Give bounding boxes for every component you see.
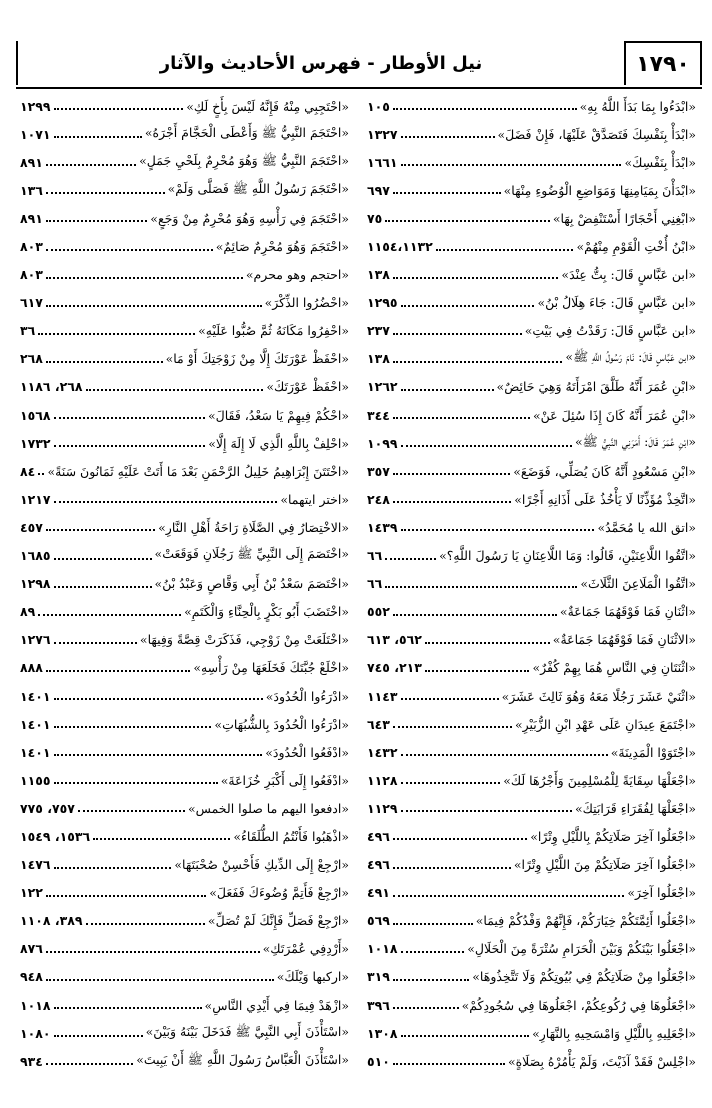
hadith-text: «احْتَجَمَ فِي رَأْسِهِ وَهُوَ مُحْرِمٌ مِنْ وَجَعٍ» xyxy=(150,210,349,226)
index-entry xyxy=(359,935,700,963)
index-entry xyxy=(18,429,359,457)
page-reference: ١٣٦ xyxy=(20,182,43,198)
dot-leader xyxy=(393,192,501,194)
dot-leader xyxy=(401,136,495,138)
index-entry xyxy=(359,907,700,935)
index-entry xyxy=(18,345,359,373)
dot-leader xyxy=(38,473,44,475)
page-reference: ٣١٩ xyxy=(367,969,390,985)
page-reference: ١١٥٤،١١٣٢ xyxy=(367,239,433,255)
page-reference: ٤٩٦ xyxy=(367,828,390,844)
page-reference: ١٠٩٩ xyxy=(367,435,398,451)
page-reference: ٢٤٨ xyxy=(367,491,390,507)
index-entry xyxy=(18,991,359,1019)
hadith-text: «اخْلَعْ جُبَّتَكَ فَخَلَعَهَا مِنْ رَأْسِهِ» xyxy=(193,660,349,676)
page-reference: ١٠٧١ xyxy=(20,126,51,142)
page-reference: ١٤٣٢ xyxy=(367,744,398,760)
dot-leader xyxy=(393,108,577,110)
dot-leader xyxy=(425,670,530,672)
index-entry xyxy=(359,289,700,317)
hadith-text: «ابْدَأْ بِنَفْسِكَ» xyxy=(624,154,696,170)
page-reference: ١١٢٩ xyxy=(367,800,398,816)
dot-leader xyxy=(46,164,136,166)
index-entry xyxy=(18,401,359,429)
index-entry xyxy=(359,92,700,120)
index-entry xyxy=(359,879,700,907)
hadith-text: «احْتَجِبِي مِنْهُ فَإِنَّهُ لَيْسَ بِأَخٍ لَكِ» xyxy=(186,98,349,114)
index-entry xyxy=(18,879,359,907)
hadith-text: «احْتَجَمَ النَّبِيُّ ﷺ وَأَعْطَى الْحَجَّامَ أَجْرَهُ» xyxy=(144,124,349,140)
page-reference: ٦٤٣ xyxy=(367,716,390,732)
dot-leader xyxy=(54,108,184,110)
hadith-text: «اتَّقُوا الْمَلَاعِنَ الثَّلَاثَ» xyxy=(580,576,696,592)
dot-leader xyxy=(401,529,595,531)
dot-leader xyxy=(425,642,550,644)
dot-leader xyxy=(46,895,206,897)
index-entry xyxy=(18,176,359,204)
index-entry xyxy=(18,766,359,794)
index-entry xyxy=(359,654,700,682)
hadith-text: «ابْدَأْ بِنَفْسِكَ فَتَصَدَّقْ عَلَيْهَا، فَإِنْ فَضَلَ» xyxy=(497,126,696,142)
dot-leader xyxy=(93,838,230,840)
index-entry xyxy=(359,1047,700,1075)
index-entry xyxy=(18,907,359,935)
page-reference: ٧٥ xyxy=(367,210,383,226)
page-title: نيل الأوطار - فهرس الأحاديث والآثار xyxy=(16,41,624,85)
dot-leader xyxy=(401,951,465,953)
page-reference: ١٤٠١ xyxy=(20,716,51,732)
index-entry xyxy=(18,822,359,850)
hadith-text: «اتَّخِذْ مُؤَذِّنًا لَا يَأْخُذُ عَلَى أَذَانِهِ أَجْرًا» xyxy=(514,491,696,507)
index-entry xyxy=(359,542,700,570)
hadith-text: «الاثْنَانِ فَمَا فَوْقَهُمَا جَمَاعَةٌ» xyxy=(552,632,696,648)
page-reference: ١٠٨٠ xyxy=(20,1025,51,1041)
index-entry xyxy=(18,963,359,991)
hadith-text: «ادْفَعُوا الْحُدُودَ» xyxy=(265,744,349,760)
hadith-text: «ابن عَبَّاسٍ قَالَ: نَامَ رَسُولُ اللَّهِ ﷺ» xyxy=(565,349,696,365)
page-reference: ٨٩ xyxy=(20,604,36,620)
page-reference: ٢٣٧ xyxy=(367,323,390,339)
index-entry xyxy=(359,626,700,654)
dot-leader xyxy=(38,614,181,616)
page-reference: ٩٣٤ xyxy=(20,1053,43,1069)
index-entry xyxy=(18,935,359,963)
dot-leader xyxy=(46,277,243,279)
index-entry xyxy=(359,794,700,822)
hadith-text: «اتق الله يا مُحَمَّدُ» xyxy=(597,519,696,535)
hadith-text: «اجْتَمَعَ عِيدَانِ عَلَى عَهْدِ ابْنِ الزُّبَيْرِ» xyxy=(514,716,696,732)
dot-leader xyxy=(54,867,172,869)
page-reference: ١٠١٨ xyxy=(367,941,398,957)
dot-leader xyxy=(54,501,278,503)
hadith-text: «ادْرَءُوا الْحُدُودَ بِالشُّبُهَاتِ» xyxy=(214,716,349,732)
page-reference: ١٢١٧ xyxy=(20,491,51,507)
index-entry xyxy=(18,542,359,570)
dot-leader xyxy=(46,249,213,251)
index-entry xyxy=(359,851,700,879)
index-entry xyxy=(359,513,700,541)
page-reference: ٢١٣، ٧٤٥ xyxy=(367,660,422,676)
index-entry xyxy=(18,1047,359,1075)
hadith-text: «اجْعَلْهَا لِفُقَرَاءِ قَرَابَتِكَ» xyxy=(574,800,696,816)
hadith-text: «اجْعَلِيهِ بِاللَّيْلِ وَامْسَحِيهِ بِالنَّهَارِ» xyxy=(532,1025,696,1041)
hadith-text: «احْفِرُوا مَكَانَهُ ثُمَّ صُبُّوا عَلَيْهِ» xyxy=(198,323,349,339)
index-entry xyxy=(18,682,359,710)
dot-leader xyxy=(54,417,205,419)
index-entry xyxy=(18,261,359,289)
page-reference: ١٠٥ xyxy=(367,98,390,114)
page-reference: ٥١٠ xyxy=(367,1053,390,1069)
dot-leader xyxy=(393,417,530,419)
dot-leader xyxy=(393,1007,459,1009)
index-entry xyxy=(359,598,700,626)
hadith-text: «ابن عَبَّاسٍ قَالَ: بِتُّ عِنْدَ» xyxy=(561,267,696,283)
index-entry xyxy=(359,1019,700,1047)
page-reference: ١١٥٥ xyxy=(20,772,51,788)
hadith-text: «ادْفَعُوا إِلَى أَكْبَرِ خُزَاعَةَ» xyxy=(220,772,349,788)
dot-leader xyxy=(38,333,195,335)
page-reference: ١٢٦٢ xyxy=(367,379,398,395)
hadith-text: «اسْتَأْذَنَ الْعَبَّاسُ رَسُولَ اللَّهِ ﷺ أَنْ يَبِيتَ» xyxy=(136,1051,349,1067)
page-reference: ١٢٢ xyxy=(20,885,43,901)
hadith-text: «ادْرَءُوا الْحُدُودَ» xyxy=(265,688,349,704)
page-reference: ١٣٠٨ xyxy=(367,1025,398,1041)
hadith-text: «ارْجِعْ فَصَلِّ فَإِنَّكَ لَمْ تُصَلِّ» xyxy=(207,913,349,929)
hadith-text: «اخْتَصَمَ إِلَى النَّبِيِّ ﷺ رَجُلَانِ فَوَقَعَتْ» xyxy=(154,546,349,562)
hadith-text: «ازْهَدْ فِيمَا فِي أَيْدِي النَّاسِ» xyxy=(204,997,349,1013)
dot-leader xyxy=(46,361,163,363)
dot-leader xyxy=(393,501,511,503)
page-reference: ١٣٢٧ xyxy=(367,126,398,142)
hadith-text: «احْفَظْ عَوْرَتَكَ إِلَّا مِنْ زَوْجَتِكَ أَوْ مَا» xyxy=(165,351,349,367)
dot-leader xyxy=(393,277,559,279)
hadith-text: «اجْعَلُوهَا فِي رُكُوعِكُمْ، اجْعَلُوهَا فِي سُجُودِكُمْ» xyxy=(461,997,696,1013)
index-entry xyxy=(18,457,359,485)
page-reference: ١٢٩٩ xyxy=(20,98,51,114)
index-entry xyxy=(18,1019,359,1047)
index-entry xyxy=(359,822,700,850)
dot-leader xyxy=(401,445,572,447)
hadith-text: «اجْعَلُوا أَئِمَّتَكُمْ خِيَارَكُمْ، فَإِنَّهُمْ وَفْدُكُمْ فِيمَا» xyxy=(475,913,696,929)
hadith-text: «الاخْتِصَارُ فِي الصَّلَاةِ رَاحَةُ أَهْلِ النَّارِ» xyxy=(158,519,349,535)
dot-leader xyxy=(401,698,499,700)
index-entry xyxy=(18,289,359,317)
page-reference: ١١٢٨ xyxy=(367,772,398,788)
index-entry xyxy=(359,176,700,204)
dot-leader xyxy=(393,473,510,475)
page-reference: ١١٤٣ xyxy=(367,688,398,704)
index-entry xyxy=(359,963,700,991)
dot-leader xyxy=(46,192,165,194)
dot-leader xyxy=(54,558,152,560)
hadith-text: «اخْتَلَعَتْ مِنْ زَوْجِي، فَذَكَرَتْ قِصَّةً وَفِيهَا» xyxy=(139,632,349,648)
hadith-text: «ابْنِ عُمَرَ أَنَّهُ طَلَّقَ امْرَأَتَهُ وَهِيَ حَائِضٌ» xyxy=(496,379,696,395)
index-entry xyxy=(18,92,359,120)
page-reference: ٦٦ xyxy=(367,548,383,564)
hadith-text: «ابْنُ أُخْتِ الْقَوْمِ مِنْهُمْ» xyxy=(576,239,696,255)
hadith-text: «اذْهَبُوا فَأَنْتُمُ الطُّلَقَاءُ» xyxy=(233,828,349,844)
page-reference: ٢٦٨ xyxy=(20,351,43,367)
dot-leader xyxy=(46,979,274,981)
dot-leader xyxy=(393,726,512,728)
dot-leader xyxy=(393,838,527,840)
index-entry xyxy=(359,710,700,738)
dot-leader xyxy=(54,586,152,588)
index-entry xyxy=(18,232,359,260)
page-reference: ٤٩٦ xyxy=(367,857,390,873)
hadith-text: «ابْنِ عُمَرَ أَنَّهُ كَانَ إِذَا سُئِلَ عَنْ» xyxy=(533,407,696,423)
hadith-text: «احْتَجَمَ رَسُولُ اللَّهِ ﷺ فَصَلَّى وَلَمْ» xyxy=(167,180,349,196)
index-entry xyxy=(359,485,700,513)
dot-leader xyxy=(401,754,608,756)
index-columns xyxy=(18,92,700,1092)
hadith-text: «ابْغِنِي أَحْجَارًا أَسْتَنْفِضْ بِهَا» xyxy=(552,210,696,226)
page-reference: ٣٨٩، ١١٠٨ xyxy=(20,913,83,929)
hadith-text: «ابن عَبَّاسٍ قَالَ: جَاءَ هِلَالُ بْنُ» xyxy=(537,295,696,311)
page-reference: ١٣٨ xyxy=(367,351,390,367)
page-reference: ١٤٣٩ xyxy=(367,519,398,535)
page-reference: ١٠١٨ xyxy=(20,997,51,1013)
dot-leader xyxy=(46,220,147,222)
dot-leader xyxy=(86,923,205,925)
index-entry xyxy=(359,401,700,429)
dot-leader xyxy=(86,389,264,391)
page-reference: ٦٩٧ xyxy=(367,182,390,198)
page-reference: ٨٩١ xyxy=(20,154,43,170)
index-entry xyxy=(359,204,700,232)
hadith-text: «اثْنَتَانِ فِي النَّاسِ هُمَا بِهِمْ كُفْرٌ» xyxy=(532,660,696,676)
page-reference: ٨٠٣ xyxy=(20,267,43,283)
dot-leader xyxy=(393,361,563,363)
dot-leader xyxy=(393,895,624,897)
dot-leader xyxy=(54,1035,143,1037)
page-reference: ١٥٦٨ xyxy=(20,407,51,423)
hadith-text: «اخْتَضَبَ أَبُو بَكْرٍ بِالْحِنَّاءِ وَالْكَتَمِ» xyxy=(184,604,349,620)
hadith-text: «احْفَظْ عَوْرَتَكَ» xyxy=(266,379,349,395)
dot-leader xyxy=(401,1035,530,1037)
page-number: ١٧٩٠ xyxy=(624,41,702,85)
page-reference: ٥٥٢ xyxy=(367,604,390,620)
index-entry xyxy=(359,570,700,598)
hadith-text: «اجْعَلُوا بَيْنَكُمْ وَبَيْنَ الْحَرَامِ سُتْرَةً مِنَ الْحَلَالِ» xyxy=(467,941,696,957)
index-entry xyxy=(359,682,700,710)
page-reference: ٩٤٨ xyxy=(20,969,43,985)
index-entry xyxy=(359,373,700,401)
page-reference: ٣٤٤ xyxy=(367,407,390,423)
dot-leader xyxy=(54,782,218,784)
index-entry xyxy=(18,598,359,626)
hadith-text: «اجْتَوَوْا الْمَدِينَةَ» xyxy=(610,744,696,760)
hadith-text: «احْتَجَمَ النَّبِيُّ ﷺ وَهُوَ مُحْرِمٌ بِلَحْيِ جَمَلٍ» xyxy=(139,152,349,168)
index-entry xyxy=(359,232,700,260)
hadith-text: «اجْعَلُوا آخِرَ صَلَاتِكُمْ مِنَ اللَّيْلِ وِتْرًا» xyxy=(513,857,696,873)
page-reference: ٤٥٧ xyxy=(20,519,43,535)
dot-leader xyxy=(54,445,206,447)
dot-leader xyxy=(385,220,550,222)
dot-leader xyxy=(393,614,557,616)
page-reference: ١٤٧٦ xyxy=(20,857,51,873)
page-reference: ٥٦٩ xyxy=(367,913,390,929)
dot-leader xyxy=(436,249,574,251)
page-reference: ١٤٠١ xyxy=(20,744,51,760)
index-entry xyxy=(18,626,359,654)
dot-leader xyxy=(54,698,263,700)
hadith-text: «اركبها وَيْلَكَ» xyxy=(276,969,349,985)
index-entry xyxy=(359,457,700,485)
dot-leader xyxy=(393,979,469,981)
page-reference: ١٦٦١ xyxy=(367,154,398,170)
left-column xyxy=(18,92,359,1092)
dot-leader xyxy=(401,810,572,812)
dot-leader xyxy=(78,810,185,812)
hadith-text: «اتَّقُوا اللَّاعِنَيْنِ، قَالُوا: وَمَا اللَّاعِنَانِ يَا رَسُولَ اللَّهِ؟» xyxy=(439,548,696,564)
hadith-text: «اجْعَلُوا آخِرَ صَلَاتِكُمْ بِاللَّيْلِ وِتْرًا» xyxy=(530,828,696,844)
dot-leader xyxy=(54,642,137,644)
hadith-text: «اختر ايتهما» xyxy=(280,491,349,507)
hadith-text: «احْتَجَمَ وَهُوَ مُحْرِمٌ صَائِمٌ» xyxy=(215,239,349,255)
index-entry xyxy=(359,991,700,1019)
page-reference: ١٢٩٨ xyxy=(20,576,51,592)
hadith-text: «اجْعَلُوا مِنْ صَلَاتِكُمْ فِي بُيُوتِكُمْ وَلَا تَتَّخِذُوهَا» xyxy=(472,969,696,985)
page-reference: ٥٦٢، ٦١٣ xyxy=(367,632,422,648)
hadith-text: «اخْتَتَنَ إِبْرَاهِيمُ خَلِيلُ الرَّحْمَنِ بَعْدَ مَا أَتَتْ عَلَيْهِ ثَمَانُونَ سَنَةً» xyxy=(47,463,349,479)
page-reference: ١٢٩٥ xyxy=(367,295,398,311)
dot-leader xyxy=(46,951,260,953)
hadith-text: «ارْجِعْ فَأَتِمَّ وُضُوءَكَ فَفَعَلَ» xyxy=(209,885,349,901)
page-reference: ١٧٣٢ xyxy=(20,435,51,451)
page-reference: ٨٤ xyxy=(20,463,36,479)
index-entry xyxy=(18,317,359,345)
page-reference: ٦١٧ xyxy=(20,295,43,311)
page-reference: ١٣٨ xyxy=(367,267,390,283)
dot-leader xyxy=(46,305,262,307)
hadith-text: «اثْنَيْ عَشَرَ رَجُلًا مَعَهُ وَهُوَ ثَالِثَ عَشَرَ» xyxy=(501,688,696,704)
hadith-text: «ابْنِ مَسْعُودٍ أَنَّهُ كَانَ يُصَلِّي، فَوَضَعَ» xyxy=(513,463,696,479)
page-reference: ٨٧٦ xyxy=(20,941,43,957)
page-reference: ٦٦ xyxy=(367,576,383,592)
dot-leader xyxy=(401,389,494,391)
index-entry xyxy=(359,317,700,345)
page-reference: ١٥٣٦، ١٥٤٩ xyxy=(20,828,91,844)
page-reference: ٨٩١ xyxy=(20,210,43,226)
index-entry xyxy=(359,766,700,794)
hadith-text: «ابن عَبَّاسٍ قَالَ: رَقَدْتُ فِي بَيْتِ» xyxy=(524,323,696,339)
right-column xyxy=(359,92,700,1092)
dot-leader xyxy=(393,867,511,869)
hadith-text: «اثْنَانِ فَمَا فَوْقَهُمَا جَمَاعَةٌ» xyxy=(559,604,696,620)
page-reference: ١٢٧٦ xyxy=(20,632,51,648)
hadith-text: «ارْجِعْ إِلَى الدِّيكِ فَأَحْسِنْ صُحْبَتَهَا» xyxy=(174,857,349,873)
page-reference: ٢٦٨، ١١٨٦ xyxy=(20,379,83,395)
hadith-text: «ابْنِ عُمَرَ قَالَ: أَمَرَنِي النَّبِيُّ ﷺ» xyxy=(574,433,696,449)
page-reference: ٣٥٧ xyxy=(367,463,390,479)
hadith-text: «احتجم وهو محرم» xyxy=(245,267,349,283)
dot-leader xyxy=(46,1063,133,1065)
dot-leader xyxy=(401,164,622,166)
hadith-text: «اسْتَأْذَنَ أَبِي النَّبِيَّ ﷺ فَدَخَلَ بَيْنَهُ وَبَيْنَ» xyxy=(145,1023,349,1039)
index-entry xyxy=(18,204,359,232)
index-entry xyxy=(18,710,359,738)
dot-leader xyxy=(46,529,155,531)
index-entry xyxy=(18,148,359,176)
dot-leader xyxy=(393,333,522,335)
index-entry xyxy=(359,148,700,176)
index-entry xyxy=(359,345,700,373)
hadith-text: «ادفعوا اليهم ما صلوا الخمس» xyxy=(188,800,349,816)
dot-leader xyxy=(393,923,473,925)
hadith-text: «ابْدَأْنَ بِمَيَامِنِهَا وَمَوَاضِعِ الْوُضُوءِ مِنْهَا» xyxy=(503,182,696,198)
index-entry xyxy=(18,738,359,766)
dot-leader xyxy=(393,1063,505,1065)
index-entry xyxy=(18,373,359,401)
hadith-text: «احْضُرُوا الذِّكْرَ» xyxy=(264,295,349,311)
page-reference: ٣٩٦ xyxy=(367,997,390,1013)
page-reference: ٧٥٧، ٧٧٥ xyxy=(20,800,75,816)
dot-leader xyxy=(54,726,212,728)
index-entry xyxy=(18,794,359,822)
page-reference: ٤٩١ xyxy=(367,885,390,901)
page-reference: ٨٨٨ xyxy=(20,660,43,676)
page-header xyxy=(16,41,702,89)
index-entry xyxy=(18,654,359,682)
index-entry xyxy=(359,120,700,148)
index-entry xyxy=(359,429,700,457)
hadith-text: «ابْدَءُوا بِمَا بَدَأَ اللَّهُ بِهِ» xyxy=(579,98,696,114)
dot-leader xyxy=(54,1007,202,1009)
hadith-text: «اجْعَلْهَا سِقَايَةً لِلْمُسْلِمِينَ وَأَجْرُهَا لَكَ» xyxy=(503,772,696,788)
hadith-text: «اجْلِسْ فَقَدْ آذَيْتَ، وَلَمْ يَأْمُرْهُ بِصَلَاةٍ» xyxy=(507,1053,696,1069)
dot-leader xyxy=(54,136,142,138)
index-entry xyxy=(359,261,700,289)
hadith-text: «احْلِفْ بِاللَّهِ الَّذِي لَا إِلَهَ إِلَّا» xyxy=(208,435,349,451)
page-reference: ١٤٠١ xyxy=(20,688,51,704)
dot-leader xyxy=(46,670,190,672)
hadith-text: «اخْتَصَمَ سَعْدُ بْنُ أَبِي وَقَّاصٍ وَعَبْدُ بْنُ» xyxy=(154,576,349,592)
index-entry xyxy=(18,570,359,598)
hadith-text: «أَرْدِفِي عُمْرَتَكِ» xyxy=(262,941,349,957)
index-entry xyxy=(359,738,700,766)
dot-leader xyxy=(54,754,263,756)
hadith-text: «احْكُمْ فِيهِمْ يَا سَعْدُ، فَقَالَ» xyxy=(207,407,349,423)
index-entry xyxy=(18,120,359,148)
index-entry xyxy=(18,851,359,879)
page-reference: ٣٦ xyxy=(20,323,36,339)
dot-leader xyxy=(385,586,577,588)
page-reference: ١٦٨٥ xyxy=(20,548,51,564)
dot-leader xyxy=(385,558,436,560)
hadith-text: «اجْعَلُوا آخِرَ» xyxy=(627,885,696,901)
index-entry xyxy=(18,513,359,541)
dot-leader xyxy=(401,305,535,307)
page-reference: ٨٠٣ xyxy=(20,239,43,255)
dot-leader xyxy=(401,782,501,784)
index-entry xyxy=(18,485,359,513)
